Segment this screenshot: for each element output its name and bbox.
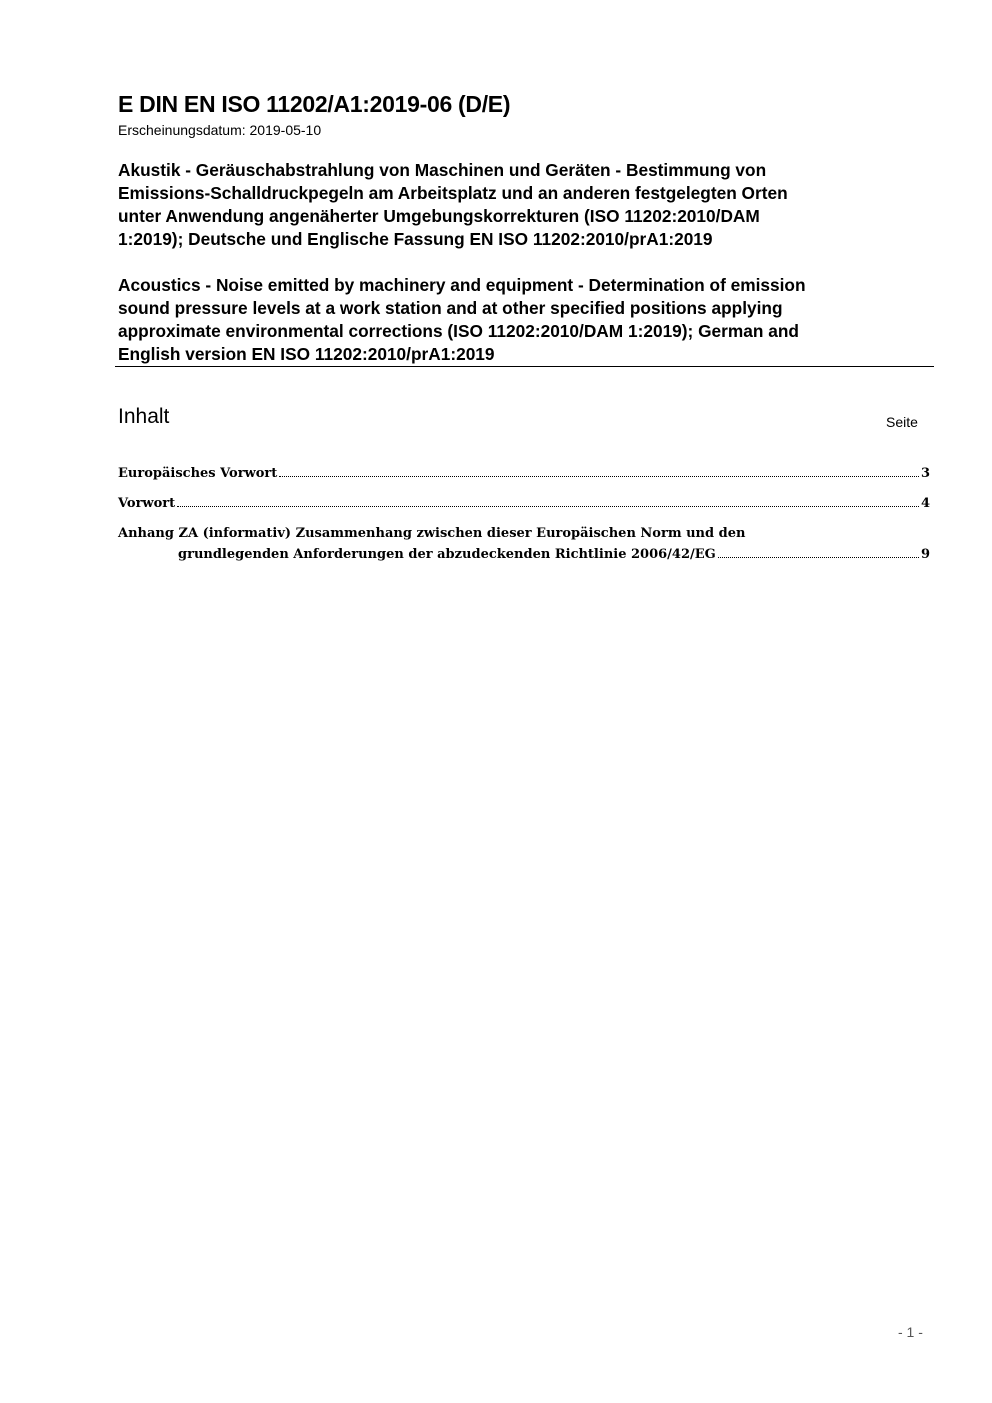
toc-entry-label-line1: Anhang ZA (informativ) Zusammenhang zwischen dieser Europäischen Norm und den (118, 526, 746, 541)
publication-date: Erscheinungsdatum: 2019-05-10 (118, 122, 322, 138)
document-title: E DIN EN ISO 11202/A1:2019-06 (D/E) (118, 91, 511, 117)
toc-page-column-heading: Seite (886, 414, 918, 430)
toc-dot-leader (279, 476, 919, 477)
title-german-line: Emissions-Schalldruckpegeln am Arbeitsplatz und an anderen festgelegten Orten (118, 183, 788, 203)
title-english-line: Acoustics - Noise emitted by machinery and equipment - Determination of emission (118, 275, 806, 295)
toc-entry-annex-za[interactable] (118, 523, 930, 565)
toc-entry-foreword[interactable] (118, 493, 930, 514)
toc-entry-page: 3 (920, 466, 930, 481)
title-german (118, 159, 930, 251)
title-german-line: 1:2019); Deutsche und Englische Fassung EN ISO 11202:2010/prA1:2019 (118, 229, 713, 249)
title-divider (115, 366, 934, 367)
toc-entry-label-line2: grundlegenden Anforderungen der abzudeckenden Richtlinie 2006/42/EG (178, 547, 716, 562)
toc-entry-page: 4 (920, 496, 930, 511)
title-german-line: Akustik - Geräuschabstrahlung von Maschinen und Geräten - Bestimmung von (118, 160, 767, 180)
title-german-line: unter Anwendung angenäherter Umgebungskorrekturen (ISO 11202:2010/DAM (118, 206, 760, 226)
title-english (118, 274, 930, 366)
page-number: - 1 - (898, 1324, 923, 1340)
toc-heading: Inhalt (118, 405, 170, 428)
toc-entry-european-foreword[interactable] (118, 463, 930, 484)
title-english-line: English version EN ISO 11202:2010/prA1:2019 (118, 344, 495, 364)
toc-entry-page: 9 (920, 547, 930, 562)
toc-dot-leader (718, 557, 919, 558)
title-english-line: approximate environmental corrections (ISO 11202:2010/DAM 1:2019); German and (118, 321, 799, 341)
toc-dot-leader (177, 506, 919, 507)
toc-entry-label: Europäisches Vorwort (118, 466, 278, 481)
title-english-line: sound pressure levels at a work station and at other specified positions applying (118, 298, 783, 318)
toc-entry-label: Vorwort (118, 496, 176, 511)
